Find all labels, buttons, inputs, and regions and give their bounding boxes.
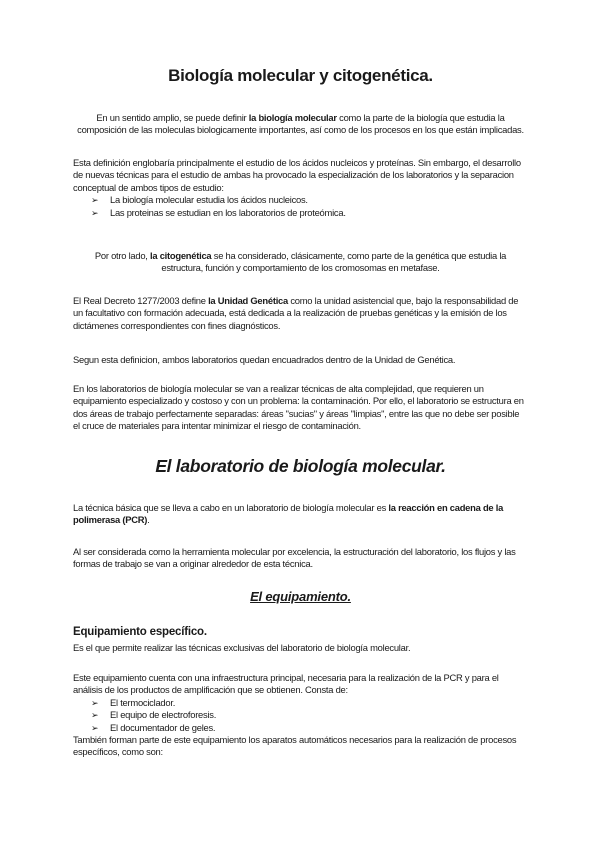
segun-paragraph: Segun esta definicion, ambos laboratorios quedan encuadrados dentro de la Unidad de Genética. <box>73 354 456 365</box>
infra-block <box>73 672 528 759</box>
intro-paragraph <box>73 112 528 137</box>
arrow-bullet-icon: ➢ <box>91 710 99 721</box>
arrow-bullet-icon: ➢ <box>91 697 99 708</box>
decreto-paragraph: El Real Decreto 1277/2003 define la Unidad Genética como la unidad asistencial que, bajo la responsabilidad de un facultativo con formación adecuada, está dedicada a la realización de pruebas genéticas y la emisión de los dictámenes correspondientes con fines diagnósticos. <box>73 295 519 331</box>
intro-text-pre: En un sentido amplio, se puede definir <box>96 112 249 123</box>
citogenetica-bold-term: la citogenética <box>150 250 212 261</box>
list-item: ➢ La biología molecular estudia los ácidos nucleicos. <box>91 194 308 206</box>
intro-text-post: como la parte de la biología que estudia la composición de las moleculas biologicamente importantes, así como de los procesos en los que están implicadas. <box>77 112 524 136</box>
herramienta-paragraph: Al ser considerada como la herramienta molecular por excelencia, la estructuración del laboratorio, los flujos y las formas de trabajo se van a originar alrededor de esta técnica. <box>73 546 516 570</box>
infra-paragraph: Este equipamiento cuenta con una infraestructura principal, necesaria para la realización de la PCR y para el análisis de los productos de amplificación que se obtienen. Consta de: <box>73 672 499 696</box>
pcr-paragraph: La técnica básica que se lleva a cabo en un laboratorio de biología molecular es la reacción en cadena de la polimerasa (PCR). <box>73 502 504 526</box>
page-title: Biología molecular y citogenética. <box>168 66 433 85</box>
equipamiento-especifico-heading: Equipamiento específico. <box>73 626 207 638</box>
equipamiento-heading: El equipamiento. <box>250 589 351 604</box>
list-item: ➢ El termociclador. <box>91 696 176 708</box>
arrow-bullet-icon: ➢ <box>91 207 99 218</box>
section-subtitle: El laboratorio de biología molecular. <box>155 456 446 476</box>
definition-paragraph: Esta definición englobaría principalmente el estudio de los ácidos nucleicos y proteínas. Sin embargo, el desarrollo de nuevas técnicas para el estudio de ambas ha provocado la especialización de los laboratorios y la separacion conceptual de ambos tipos de estudio: <box>73 157 521 193</box>
especifico-paragraph: Es el que permite realizar las técnicas exclusivas del laboratorio de biología molecular. <box>73 642 411 653</box>
definition-bullet-list <box>73 194 528 219</box>
arrow-bullet-icon: ➢ <box>91 722 99 733</box>
list-item: ➢ El documentador de geles. <box>91 721 216 733</box>
infra-bullet-list <box>73 697 528 734</box>
list-item: ➢ Las proteinas se estudian en los laboratorios de proteómica. <box>91 206 346 218</box>
tambien-paragraph: También forman parte de este equipamiento los aparatos automáticos necesarios para la realización de procesos específicos, como son: <box>73 734 517 758</box>
labs-paragraph: En los laboratorios de biología molecular se van a realizar técnicas de alta complejidad, que requieren un equipamiento especializado y costoso y con un problema: la contaminación. Por ello, el laboratorio se estructura en dos áreas de trabajo perfectamente separadas: áreas "sucias" y áreas "limpias", entre las que no debe ser posible el cruce de materiales para intentar minimizar el riesgo de contaminación. <box>73 383 524 432</box>
citogenetica-paragraph: Por otro lado, la citogenética se ha considerado, clásicamente, como parte de la genética que estudia la estructura, función y comportamiento de los cromosomas en metafase. <box>94 250 507 274</box>
arrow-bullet-icon: ➢ <box>91 195 99 206</box>
decreto-bold-term: la Unidad Genética <box>208 295 288 306</box>
intro-bold-term: la biología molecular <box>248 112 337 123</box>
pcr-bold-term: la reacción en cadena de la polimerasa (PCR) <box>73 502 504 526</box>
definition-block <box>73 157 528 219</box>
list-item: ➢ El equipo de electroforesis. <box>91 709 217 721</box>
